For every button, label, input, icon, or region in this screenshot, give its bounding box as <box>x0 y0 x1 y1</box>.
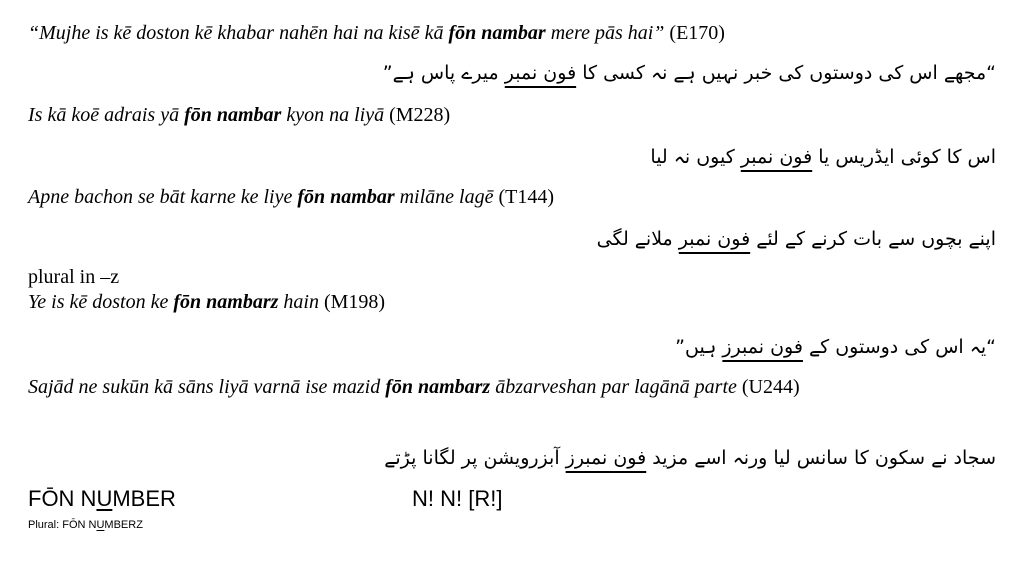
example-5-urdu-keyword: فون نمبرز <box>565 447 647 469</box>
stress-pattern: N! N! [R!] <box>412 486 503 511</box>
example-3-keyword: fōn nambar <box>297 186 395 208</box>
example-2-transliteration <box>28 104 450 127</box>
plural-stressed-letter: U <box>96 519 105 531</box>
example-3-transliteration <box>28 186 554 209</box>
example-4-text-end: hain <box>278 291 319 313</box>
example-2-source: (M228) <box>384 104 451 126</box>
example-5-source: (U244) <box>736 376 800 398</box>
example-1-source: (E170) <box>664 22 725 44</box>
example-3-urdu-text: اپنے بچوں سے بات کرنے کے لئے <box>750 228 996 250</box>
example-2-urdu-keyword: فون نمبر <box>740 146 813 168</box>
example-2-urdu-text-end: کیوں نہ لیا <box>650 146 741 168</box>
plural-note: plural in –z <box>28 266 120 288</box>
example-4-urdu-text: “یہ اس کی دوستوں کے <box>802 336 996 358</box>
plural-form-part-1: Plural: FŌN N <box>28 519 97 531</box>
example-5-urdu-text: سجاد نے سکون کا سانس لیا ورنہ اسے مزید <box>646 447 996 469</box>
example-5-keyword: fōn nambarz <box>385 376 491 398</box>
example-4-keyword: fōn nambarz <box>173 291 279 313</box>
example-3-text-end: milāne lagē <box>394 186 494 208</box>
example-4-urdu-text-end: ہیں” <box>675 336 723 358</box>
example-1-urdu-keyword: فون نمبر <box>504 62 577 84</box>
example-3-urdu-text-end: ملانے لگی <box>596 228 679 250</box>
example-1-text: “Mujhe is kē doston kē khabar nahēn hai na kisē kā <box>28 22 449 44</box>
example-3-urdu-keyword: فون نمبر <box>678 228 751 250</box>
example-2-text-end: kyon na liyā <box>281 104 385 126</box>
example-5-transliteration <box>28 375 996 399</box>
example-3-source: (T144) <box>493 186 555 208</box>
example-4-urdu <box>675 336 996 358</box>
example-3-urdu <box>597 228 996 250</box>
headword-stressed-letter: U <box>96 486 113 511</box>
example-3-text: Apne bachon se bāt karne ke liye <box>28 186 298 208</box>
headword-part-2: MBER <box>112 486 176 511</box>
example-5-urdu <box>384 447 996 469</box>
example-5-text: Sajād ne sukūn kā sāns liyā varnā ise mazid <box>28 376 386 398</box>
example-2-keyword: fōn nambar <box>184 104 282 126</box>
example-2-text: Is kā koē adrais yā <box>28 104 185 126</box>
example-5-text-end: ābzarveshan par lagānā parte <box>490 376 737 398</box>
example-1-urdu <box>383 62 996 84</box>
example-4-source: (M198) <box>318 291 386 313</box>
example-2-urdu-text: اس کا کوئی ایڈریس یا <box>812 146 996 168</box>
plural-form <box>28 519 143 531</box>
example-1-keyword: fōn nambar <box>448 22 546 44</box>
plural-form-part-2: MBERZ <box>104 519 143 531</box>
example-2-urdu <box>650 146 996 168</box>
headword-part-1: FŌN N <box>28 486 97 511</box>
example-4-urdu-keyword: فون نمبرز <box>722 336 803 358</box>
example-4-transliteration <box>28 291 385 314</box>
example-1-urdu-text: “مجھے اس کی دوستوں کی خبر نہیں ہے نہ کسی کا <box>576 62 996 84</box>
example-1-text-end: mere pās hai” <box>545 22 665 44</box>
entry-headword <box>28 486 176 512</box>
example-1-transliteration <box>28 22 725 45</box>
example-5-urdu-text-end: آبزرویشن پر لگانا پڑتے <box>384 447 566 469</box>
example-4-text: Ye is kē doston ke <box>28 291 174 313</box>
example-1-urdu-text-end: میرے پاس ہے” <box>382 62 505 84</box>
